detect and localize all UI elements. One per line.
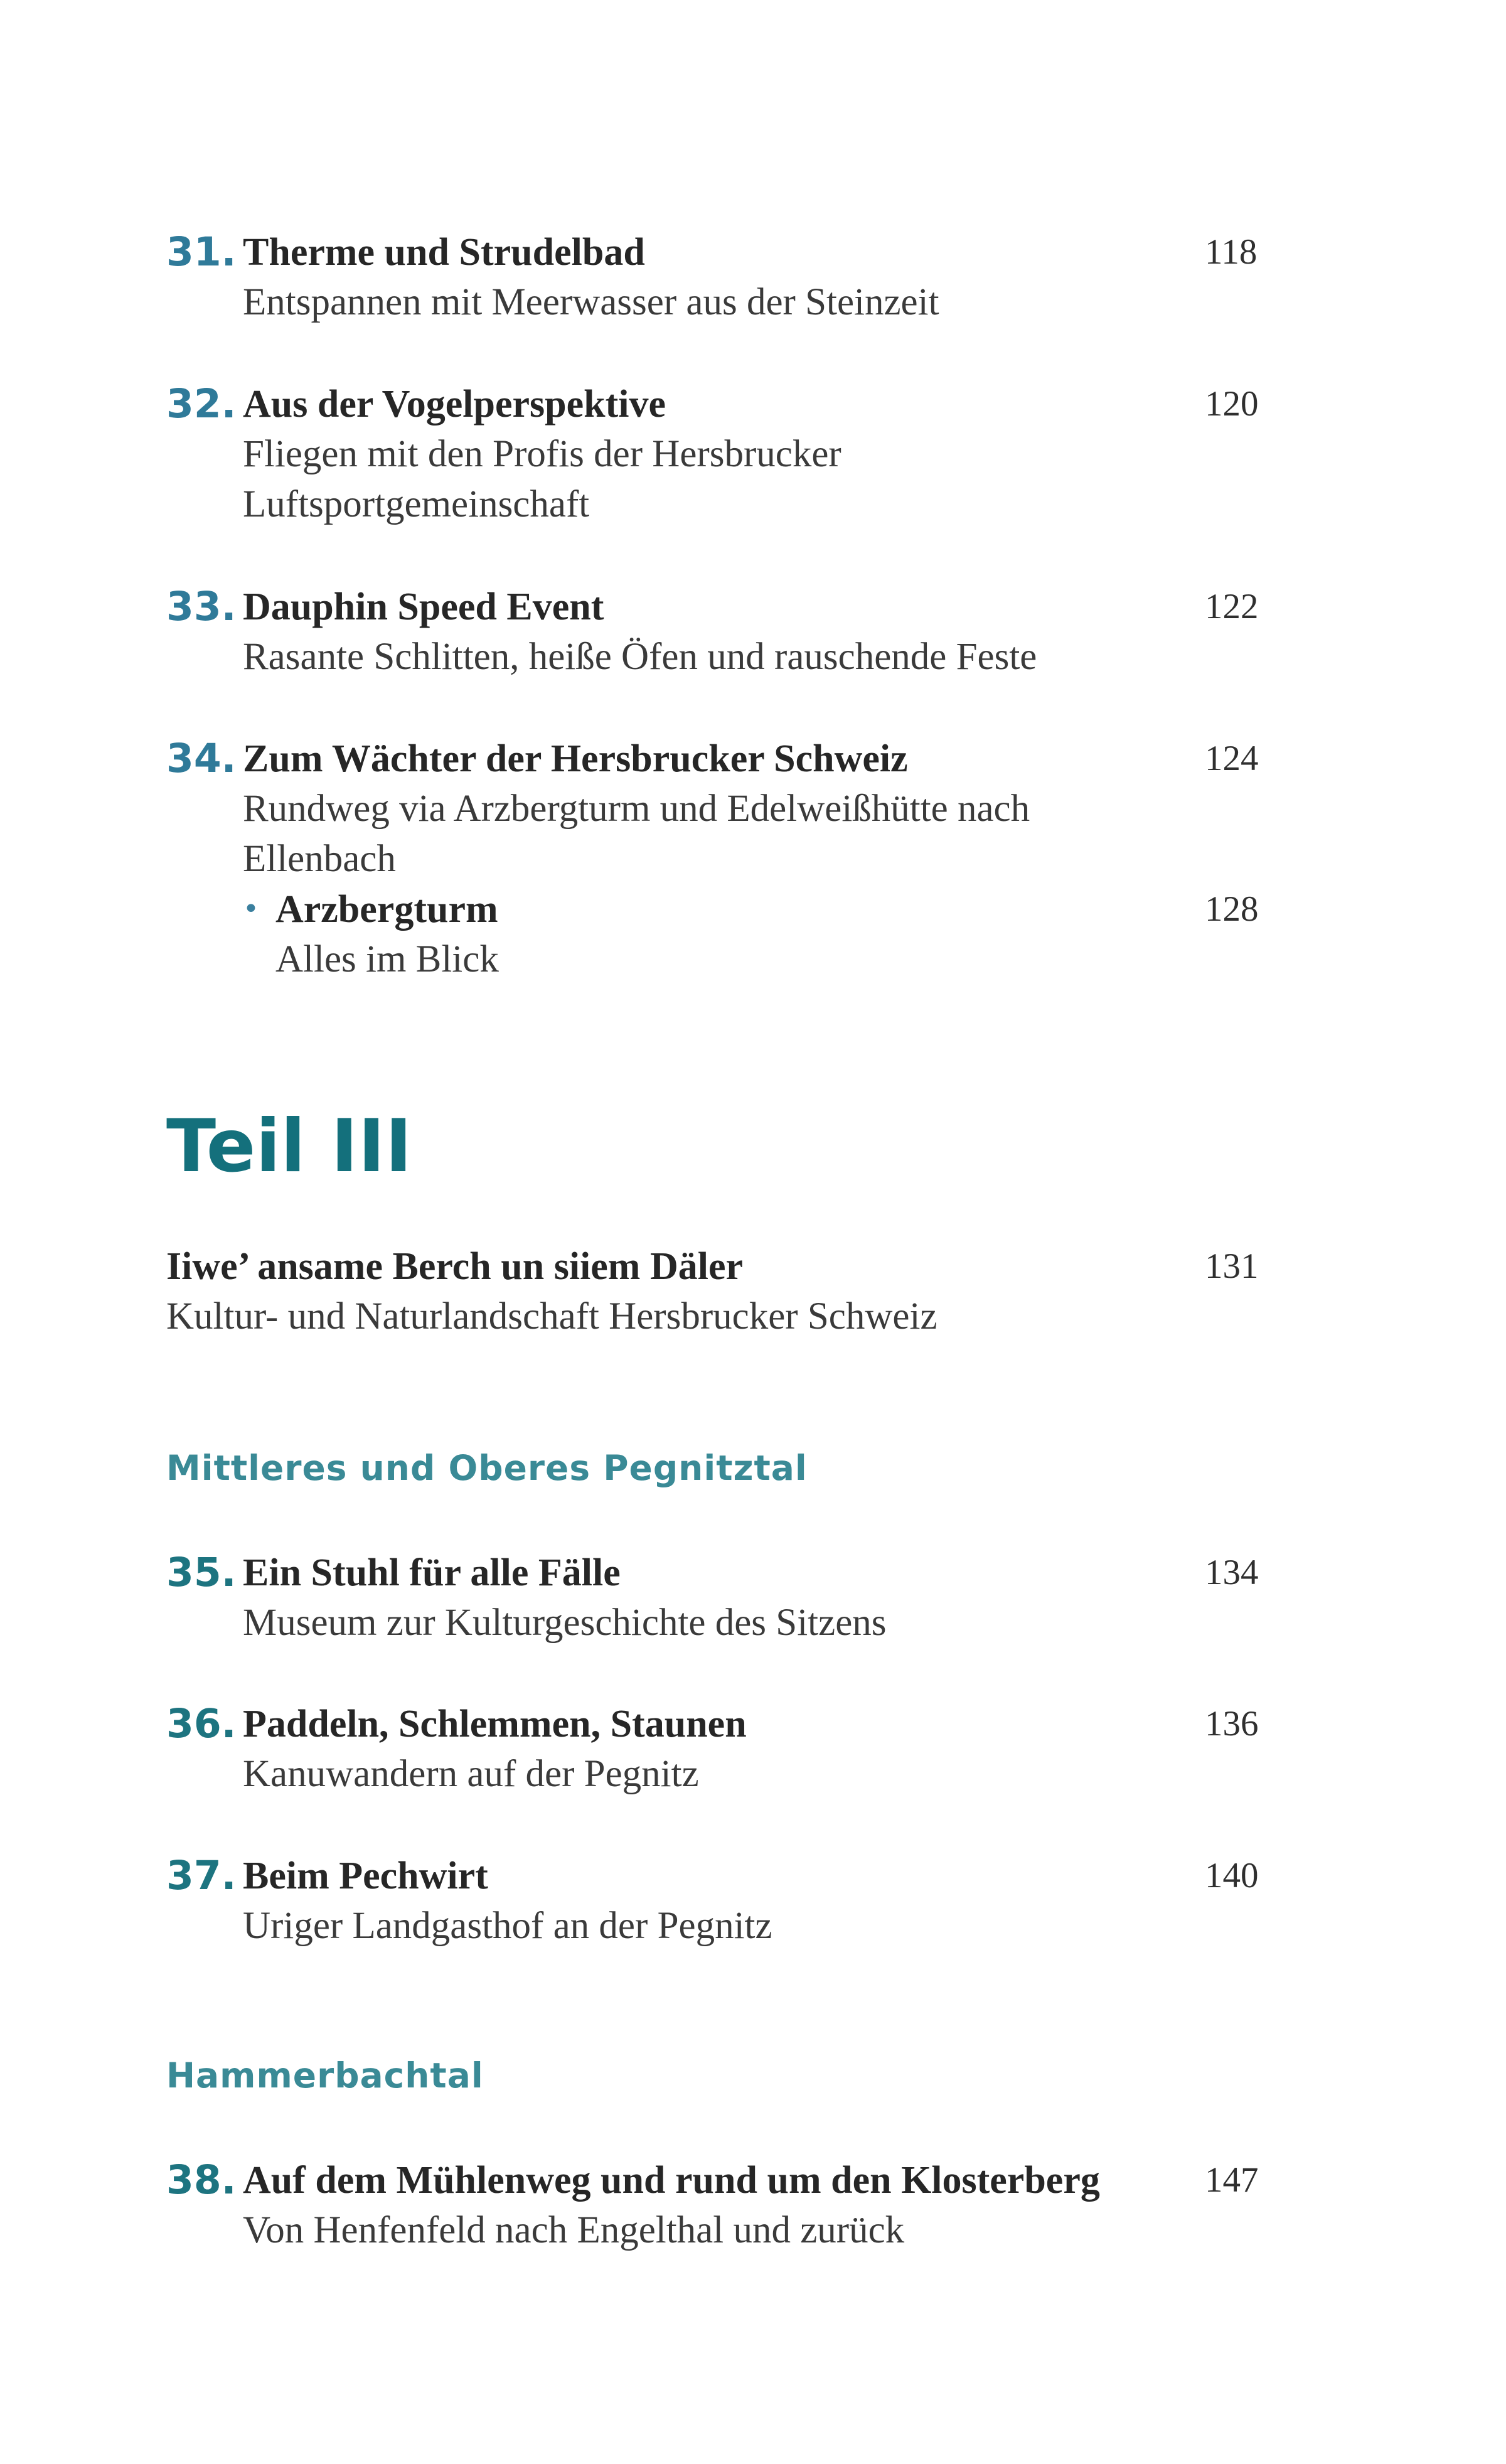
entry-subtitle: Rundweg via Arzbergturm und Edelweißhütte nach Ellenbach (243, 788, 1030, 880)
entry-title: Therme und Strudelbad (243, 231, 645, 274)
intro-page-number: 131 (1205, 1246, 1259, 1286)
entry-number: 37. (166, 1853, 237, 1899)
toc-entry[interactable] (166, 1851, 1280, 1951)
entry-number: 33. (166, 584, 237, 629)
sub-entry-page-number: 128 (1205, 889, 1259, 929)
entry-page-number: 134 (1205, 1553, 1259, 1592)
entry-page-number: 118 (1205, 232, 1258, 272)
entry-subtitle: Entspannen mit Meerwasser aus der Steinzeit (243, 281, 939, 323)
sub-entry-title: Arzbergturm (275, 888, 498, 931)
intro-title: Iiwe’ ansame Berch un siiem Däler (166, 1245, 743, 1288)
entry-page-number: 120 (1205, 384, 1259, 424)
entry-page-number: 122 (1205, 587, 1259, 626)
toc-entry[interactable] (166, 1699, 1280, 1799)
entry-subtitle: Uriger Landgasthof an der Pegnitz (243, 1905, 772, 1947)
sub-entry-subtitle: Alles im Blick (275, 938, 499, 980)
entry-number: 38. (166, 2157, 237, 2203)
toc-sub-entry[interactable] (243, 884, 1280, 985)
entry-number: 32. (166, 381, 237, 427)
toc-entry[interactable] (166, 379, 1280, 530)
entry-title: Dauphin Speed Event (243, 586, 604, 628)
entry-page-number: 136 (1205, 1704, 1259, 1744)
entry-number: 35. (166, 1550, 237, 1595)
entry-title: Paddeln, Schlemmen, Staunen (243, 1703, 747, 1745)
entry-title: Zum Wächter der Hersbrucker Schweiz (243, 737, 908, 780)
section-heading: Hammerbachtal (166, 2055, 484, 2096)
entry-subtitle: Museum zur Kulturgeschichte des Sitzens (243, 1602, 887, 1644)
toc-entry[interactable] (166, 582, 1280, 682)
toc-entry[interactable] (166, 1548, 1280, 1648)
entry-title: Ein Stuhl für alle Fälle (243, 1551, 621, 1594)
entry-title: Auf dem Mühlenweg und rund um den Klosterberg (243, 2159, 1100, 2202)
entry-number: 31. (166, 229, 237, 275)
toc-entry[interactable] (166, 2155, 1280, 2256)
part-intro-entry[interactable] (166, 1241, 1280, 1342)
entry-page-number: 124 (1205, 739, 1259, 778)
entry-subtitle: Rasante Schlitten, heiße Öfen und rauschende Feste (243, 636, 1037, 678)
toc-entry[interactable] (166, 227, 1280, 328)
entry-subtitle: Fliegen mit den Profis der Hersbrucker Luftsportgemeinschaft (243, 433, 841, 525)
entry-page-number: 140 (1205, 1856, 1259, 1895)
entry-subtitle: Kanuwandern auf der Pegnitz (243, 1753, 699, 1795)
entry-title: Beim Pechwirt (243, 1855, 488, 1897)
intro-subtitle: Kultur- und Naturlandschaft Hersbrucker Schweiz (166, 1295, 937, 1337)
entry-number: 34. (166, 736, 237, 781)
entry-page-number: 147 (1205, 2160, 1259, 2200)
entry-title: Aus der Vogelperspektive (243, 383, 666, 426)
part-heading: Teil III (166, 1104, 412, 1189)
entry-number: 36. (166, 1701, 237, 1747)
toc-entry[interactable] (166, 734, 1280, 985)
entry-subtitle: Von Henfenfeld nach Engelthal und zurück (243, 2209, 905, 2251)
section-heading: Mittleres und Oberes Pegnitztal (166, 1448, 808, 1488)
bullet-icon: • (243, 893, 259, 925)
